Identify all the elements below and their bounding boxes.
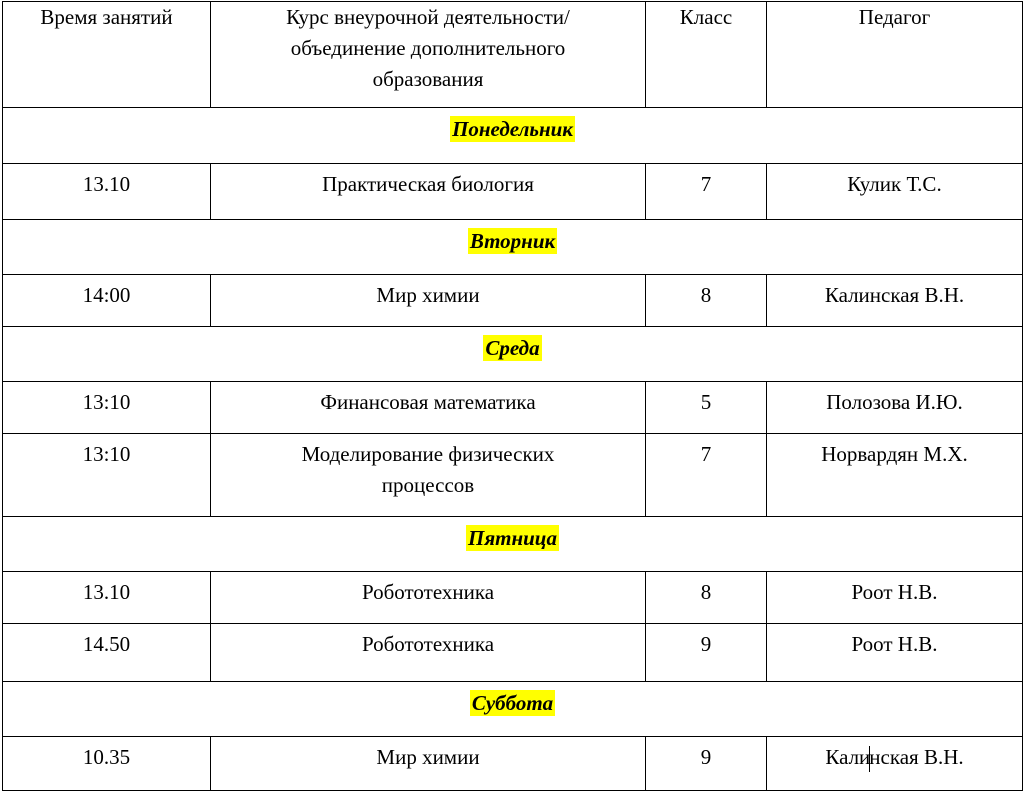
class-cell[interactable]: 5 bbox=[646, 382, 767, 434]
teacher-cell[interactable] bbox=[767, 737, 1023, 791]
table-row bbox=[3, 624, 1023, 682]
teacher-text-part2: нская В.Н. bbox=[869, 745, 964, 769]
day-row-saturday bbox=[3, 682, 1023, 737]
time-cell[interactable]: 13.10 bbox=[3, 164, 211, 220]
day-row-monday bbox=[3, 108, 1023, 164]
class-cell[interactable]: 9 bbox=[646, 737, 767, 791]
header-row bbox=[3, 2, 1023, 108]
day-label: Суббота bbox=[471, 691, 554, 715]
day-label: Пятница bbox=[467, 526, 557, 550]
class-cell[interactable]: 9 bbox=[646, 624, 767, 682]
day-row-tuesday bbox=[3, 220, 1023, 275]
table-row bbox=[3, 572, 1023, 624]
day-label: Среда bbox=[485, 336, 540, 360]
day-label: Понедельник bbox=[452, 117, 573, 141]
day-row-wednesday bbox=[3, 327, 1023, 382]
course-cell[interactable]: Мир химии bbox=[211, 737, 646, 791]
teacher-cell[interactable]: Калинская В.Н. bbox=[767, 275, 1023, 327]
table-row bbox=[3, 737, 1023, 791]
time-cell[interactable]: 14.50 bbox=[3, 624, 211, 682]
course-cell[interactable]: Моделирование физических процессов bbox=[211, 434, 646, 517]
day-cell[interactable] bbox=[3, 682, 1023, 737]
schedule-table bbox=[2, 1, 1023, 791]
course-cell[interactable]: Мир химии bbox=[211, 275, 646, 327]
time-cell[interactable]: 10.35 bbox=[3, 737, 211, 791]
day-cell[interactable] bbox=[3, 327, 1023, 382]
header-time[interactable]: Время занятий bbox=[3, 2, 211, 108]
teacher-cell[interactable]: Роот Н.В. bbox=[767, 572, 1023, 624]
day-row-friday bbox=[3, 517, 1023, 572]
course-cell[interactable]: Финансовая математика bbox=[211, 382, 646, 434]
time-cell[interactable]: 13:10 bbox=[3, 434, 211, 517]
teacher-cell[interactable]: Роот Н.В. bbox=[767, 624, 1023, 682]
day-label: Вторник bbox=[469, 229, 556, 253]
class-cell[interactable]: 7 bbox=[646, 164, 767, 220]
day-cell[interactable] bbox=[3, 517, 1023, 572]
class-cell[interactable]: 7 bbox=[646, 434, 767, 517]
header-course[interactable]: Курс внеурочной деятельности/ объединение дополнительного образования bbox=[211, 2, 646, 108]
course-cell[interactable]: Робототехника bbox=[211, 624, 646, 682]
teacher-cell[interactable]: Кулик Т.С. bbox=[767, 164, 1023, 220]
class-cell[interactable]: 8 bbox=[646, 572, 767, 624]
time-cell[interactable]: 14:00 bbox=[3, 275, 211, 327]
header-class[interactable]: Класс bbox=[646, 2, 767, 108]
table-row bbox=[3, 164, 1023, 220]
header-teacher[interactable]: Педагог bbox=[767, 2, 1023, 108]
teacher-cell[interactable]: Полозова И.Ю. bbox=[767, 382, 1023, 434]
table-row bbox=[3, 434, 1023, 517]
table-row bbox=[3, 275, 1023, 327]
course-cell[interactable]: Робототехника bbox=[211, 572, 646, 624]
day-cell[interactable] bbox=[3, 108, 1023, 164]
class-cell[interactable]: 8 bbox=[646, 275, 767, 327]
table-row bbox=[3, 382, 1023, 434]
day-cell[interactable] bbox=[3, 220, 1023, 275]
teacher-text-part1: Кали bbox=[825, 745, 871, 769]
time-cell[interactable]: 13.10 bbox=[3, 572, 211, 624]
course-cell[interactable]: Практическая биология bbox=[211, 164, 646, 220]
teacher-cell[interactable]: Норвардян М.Х. bbox=[767, 434, 1023, 517]
time-cell[interactable]: 13:10 bbox=[3, 382, 211, 434]
